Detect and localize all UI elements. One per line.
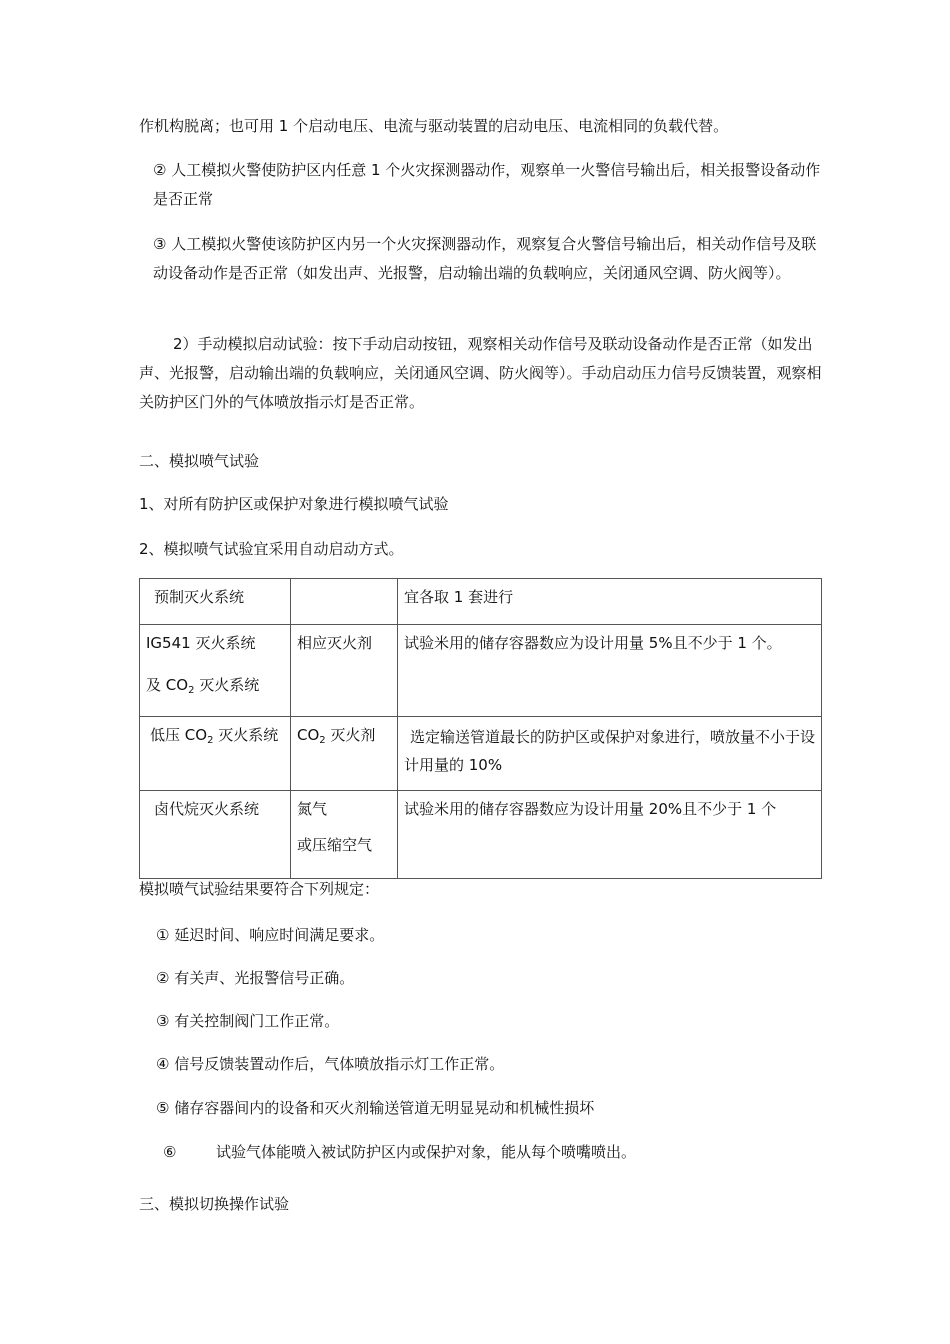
table-cell (140, 717, 291, 791)
result-item: ④ 信号反馈装置动作后，气体喷放指示灯工作正常。 (156, 1055, 505, 1073)
cell-text: 及 $CO_2$ 灭火系统 (146, 676, 260, 696)
table-cell (140, 625, 291, 717)
table-cell (291, 717, 398, 791)
section-heading-2: 二、模拟喷气试验 (139, 452, 260, 470)
cell-text: 试验米用的储存容器数应为设计用量 20%且不少于 1 个 (404, 800, 777, 818)
paragraph-manual-test: 2）手动模拟启动试验：按下手动启动按钮，观察相关动作信号及联动设备动作是否正常（如发出声、光报警，启动输出端的负载响应，关闭通风空调、防火阀等）。手动启动压力信号反馈装置，观察相关防护区门外的气体喷放指示灯是否正常。 (139, 335, 822, 411)
table-row (140, 791, 822, 879)
cell-text: 试验米用的储存容器数应为设计用量 5%且不少于 1 个。 (404, 634, 782, 652)
cell-text: $CO_2$ 灭火剂 (297, 726, 376, 746)
paragraph-item-3: ③ 人工模拟火警使该防护区内另一个火灾探测器动作，观察复合火警信号输出后，相关动作信号及联动设备动作是否正常（如发出声、光报警，启动输出端的负载响应，关闭通风空调、防火阀等）。 (153, 235, 817, 282)
step-1: 1、对所有防护区或保护对象进行模拟喷气试验 (139, 495, 449, 513)
section-heading-3: 三、模拟切换操作试验 (139, 1195, 290, 1213)
table-cell (291, 791, 398, 879)
cell-text: 或压缩空气 (297, 836, 373, 854)
table-cell (398, 791, 822, 879)
step-2: 2、模拟喷气试验宜采用自动启动方式。 (139, 540, 404, 558)
table-row (140, 579, 822, 625)
result-item-number: ⑥ (163, 1143, 177, 1161)
result-item: ② 有关声、光报警信号正确。 (156, 969, 355, 987)
cell-text: 卤代烷灭火系统 (154, 800, 260, 818)
cell-text: 宜各取 1 套进行 (404, 588, 514, 606)
table-row (140, 625, 822, 717)
table-cell (291, 579, 398, 625)
cell-text: 氮气 (297, 800, 328, 818)
result-item: ⑤ 储存容器间内的设备和灭火剂输送管道无明显晃动和机械性损坏 (156, 1099, 595, 1117)
paragraph-continuation: 作机构脱离；也可用 1 个启动电压、电流与驱动装置的启动电压、电流相同的负载代替。 (139, 117, 729, 135)
table-row (140, 717, 822, 791)
result-item: 试验气体能喷入被试防护区内或保护对象，能从每个喷嘴喷出。 (216, 1143, 637, 1161)
table-cell (291, 625, 398, 717)
spray-test-table (139, 578, 822, 879)
results-intro: 模拟喷气试验结果要符合下列规定： (139, 880, 380, 898)
table-cell (398, 579, 822, 625)
paragraph-item-2: ② 人工模拟火警使防护区内任意 1 个火灾探测器动作，观察单一火警信号输出后，相关报警设备动作是否正常 (153, 161, 821, 208)
result-item: ① 延迟时间、响应时间满足要求。 (156, 926, 385, 944)
result-item: ③ 有关控制阀门工作正常。 (156, 1012, 340, 1030)
cell-text: 预制灭火系统 (154, 588, 245, 606)
table-cell (140, 579, 291, 625)
table-cell (140, 791, 291, 879)
cell-text: 低压 $CO_2$ 灭火系统 (150, 726, 279, 746)
cell-text: 相应灭火剂 (297, 634, 373, 652)
table-cell (398, 625, 822, 717)
cell-text: 选定输送管道最长的防护区或保护对象进行，喷放量不小于设计用量的 10% (404, 728, 816, 774)
cell-text: IG541 灭火系统 (146, 634, 256, 652)
table-cell (398, 717, 822, 791)
